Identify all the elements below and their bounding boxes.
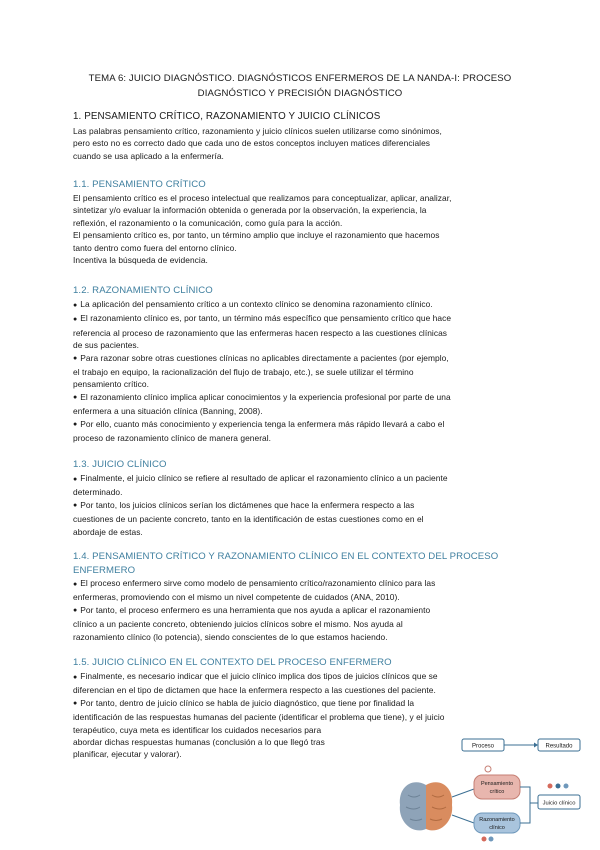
text-line: de sus pacientes. xyxy=(73,340,140,351)
bullet-line: ● Por tanto, los juicios clínicos serían los dictámenes que hace la enfermera respecto a las xyxy=(73,499,533,513)
text-line: proceso de razonamiento clínico de manera general. xyxy=(73,433,272,444)
text-line: El pensamiento crítico es el proceso intelectual que realizamos para conceptualizar, aplicar, analizar, xyxy=(73,193,452,203)
text-line: determinado. xyxy=(73,487,123,498)
section-1-3-body xyxy=(73,472,533,538)
text-line: cuestiones de un paciente concreto, tanto en la identificación de estas cuestiones como en el xyxy=(73,514,424,525)
document-title: TEMA 6: JUICIO DIAGNÓSTICO. DIAGNÓSTICOS ENFERMEROS DE LA NANDA-I: PROCESO DIAGNÓSTICO Y PRECISIÓN DIAGNÓSTICO xyxy=(88,73,512,99)
clinical-judgment-figure xyxy=(388,735,586,845)
stethoscope-icon xyxy=(482,837,487,842)
text-line: tanto dentro como fuera del entorno clínico. xyxy=(73,242,237,253)
section-1-5-heading: 1.5. JUICIO CLÍNICO EN EL CONTEXTO DEL PROCESO ENFERMERO xyxy=(73,657,392,668)
text-line: reflexión, el razonamiento o la comunicación, como guía para la acción. xyxy=(73,217,343,228)
section-1-2-heading: 1.2. RAZONAMIENTO CLÍNICO xyxy=(73,285,213,296)
gear-icon xyxy=(485,766,491,772)
pensamiento-label: Pensamiento xyxy=(480,781,514,787)
section-1-heading: 1. PENSAMIENTO CRÍTICO, RAZONAMIENTO Y JUICIO CLÍNICOS xyxy=(73,111,381,122)
section-1-3-heading: 1.3. JUICIO CLÍNICO xyxy=(73,459,167,470)
bullet-line: ● Por tanto, dentro de juicio clínico se habla de juicio diagnóstico, que tiene por finalidad la xyxy=(73,697,533,711)
section-1-4-body xyxy=(73,577,533,643)
text-line: diferencian en el tipo de dictamen que hace la enfermera respecto a las cuestiones del paciente. xyxy=(73,685,436,696)
people-icon xyxy=(548,784,569,789)
bullet-line: ● Para razonar sobre otras cuestiones clínicas no aplicables directamente a pacientes (por ejemplo, xyxy=(73,352,533,366)
critico-label: crítico xyxy=(489,789,505,795)
text-line: cuando se usa aplicado a la enfermería. xyxy=(73,150,224,161)
connector-line xyxy=(452,815,474,823)
text-line: terapéutico, cuya meta es identificar los cuidados necesarios para xyxy=(73,724,322,735)
connector-line xyxy=(452,789,474,797)
bullet-line: ● La aplicación del pensamiento crítico a un contexto clínico se denomina razonamiento clínico. xyxy=(73,298,533,312)
bullet-line: ● Finalmente, es necesario indicar que el juicio clínico implica dos tipos de juicios clínicos que se xyxy=(73,670,533,684)
section-1-1-heading: 1.1. PENSAMIENTO CRÍTICO xyxy=(73,179,206,190)
text-line: pensamiento crítico. xyxy=(73,379,149,390)
clinico-label: clínico xyxy=(489,825,505,831)
connector-line xyxy=(520,787,538,803)
section-1-2-body xyxy=(73,298,533,444)
heading-line: 1.4. PENSAMIENTO CRÍTICO Y RAZONAMIENTO CLÍNICO EN EL CONTEXTO DEL PROCESO xyxy=(73,551,499,562)
arrow-head-icon xyxy=(534,743,538,748)
gear-icon xyxy=(489,837,494,842)
pensamiento-critico-box xyxy=(474,775,520,799)
heading-line: ENFERMERO xyxy=(73,565,136,576)
resultado-label: Resultado xyxy=(545,743,573,750)
connector-line xyxy=(520,803,530,823)
section-1-intro xyxy=(73,125,533,162)
text-line: clínico a un paciente concreto, obteniendo juicios clínicos sobre el mismo. Nos ayuda al xyxy=(73,619,403,630)
text-line: enfermera a una situación clínica (Banning, 2008). xyxy=(73,406,263,417)
razonamiento-label: Razonamiento xyxy=(479,817,515,823)
text-line: el trabajo en equipo, la racionalización del flujo de trabajo, etc.), se suele utilizar el término xyxy=(73,367,414,378)
text-line: razonamiento clínico (lo potencia), siendo conscientes de lo que estamos haciendo. xyxy=(73,631,388,642)
section-1-1-body xyxy=(73,192,533,266)
text-line: abordaje de estas. xyxy=(73,526,143,537)
text-line: referencia al proceso de razonamiento que las enfermeras hacen respecto a las cuestiones clínicas xyxy=(73,327,448,338)
clinical-judgment-diagram xyxy=(388,735,586,845)
text-line: enfermeras, promoviendo con el mismo un nivel competente de cuidados (ANA, 2010). xyxy=(73,592,400,603)
text-line: El pensamiento crítico es, por tanto, un término amplio que incluye el razonamiento que hacemos xyxy=(73,230,440,241)
text-line: Incentiva la búsqueda de evidencia. xyxy=(73,255,208,266)
bullet-line: ● Por tanto, el proceso enfermero es una herramienta que nos ayuda a aplicar el razonamiento xyxy=(73,604,533,618)
text-line: Las palabras pensamiento crítico, razonamiento y juicio clínicos suelen utilizarse como sinónimos, xyxy=(73,126,442,136)
bullet-line: ● El razonamiento clínico es, por tanto, un término más específico que pensamiento crítico que hace xyxy=(73,312,533,326)
text-line: planificar, ejecutar y valorar). xyxy=(73,749,182,760)
text-line: pero esto no es correcto dado que cada uno de estos conceptos incluyen matices diferenciales xyxy=(73,138,431,149)
text-line: identificación de las respuestas humanas del paciente (identificar el problema que tiene), y el juicio xyxy=(73,712,445,723)
text-line: abordar dichas respuestas humanas (conclusión a lo que llegó tras xyxy=(73,737,325,748)
section-1-4-heading xyxy=(73,550,498,578)
bullet-line: ● El razonamiento clínico implica aplicar conocimientos y la experiencia profesional por parte de una xyxy=(73,391,533,405)
bullet-line: ● Finalmente, el juicio clínico se refiere al resultado de aplicar el razonamiento clínico a un paciente xyxy=(73,472,533,486)
brain-icon xyxy=(400,782,452,830)
juicio-clinico-label: Juicio clínico xyxy=(542,800,576,807)
bullet-line: ● Por ello, cuanto más conocimiento y experiencia tenga la enfermera más rápido llevará a cabo el xyxy=(73,418,533,432)
text-line: sintetizar y/o evaluar la información obtenida o generada por la observación, la experiencia, la xyxy=(73,205,427,216)
bullet-line: ● El proceso enfermero sirve como modelo de pensamiento crítico/razonamiento clínico para las xyxy=(73,577,533,591)
proceso-label: Proceso xyxy=(471,743,495,750)
